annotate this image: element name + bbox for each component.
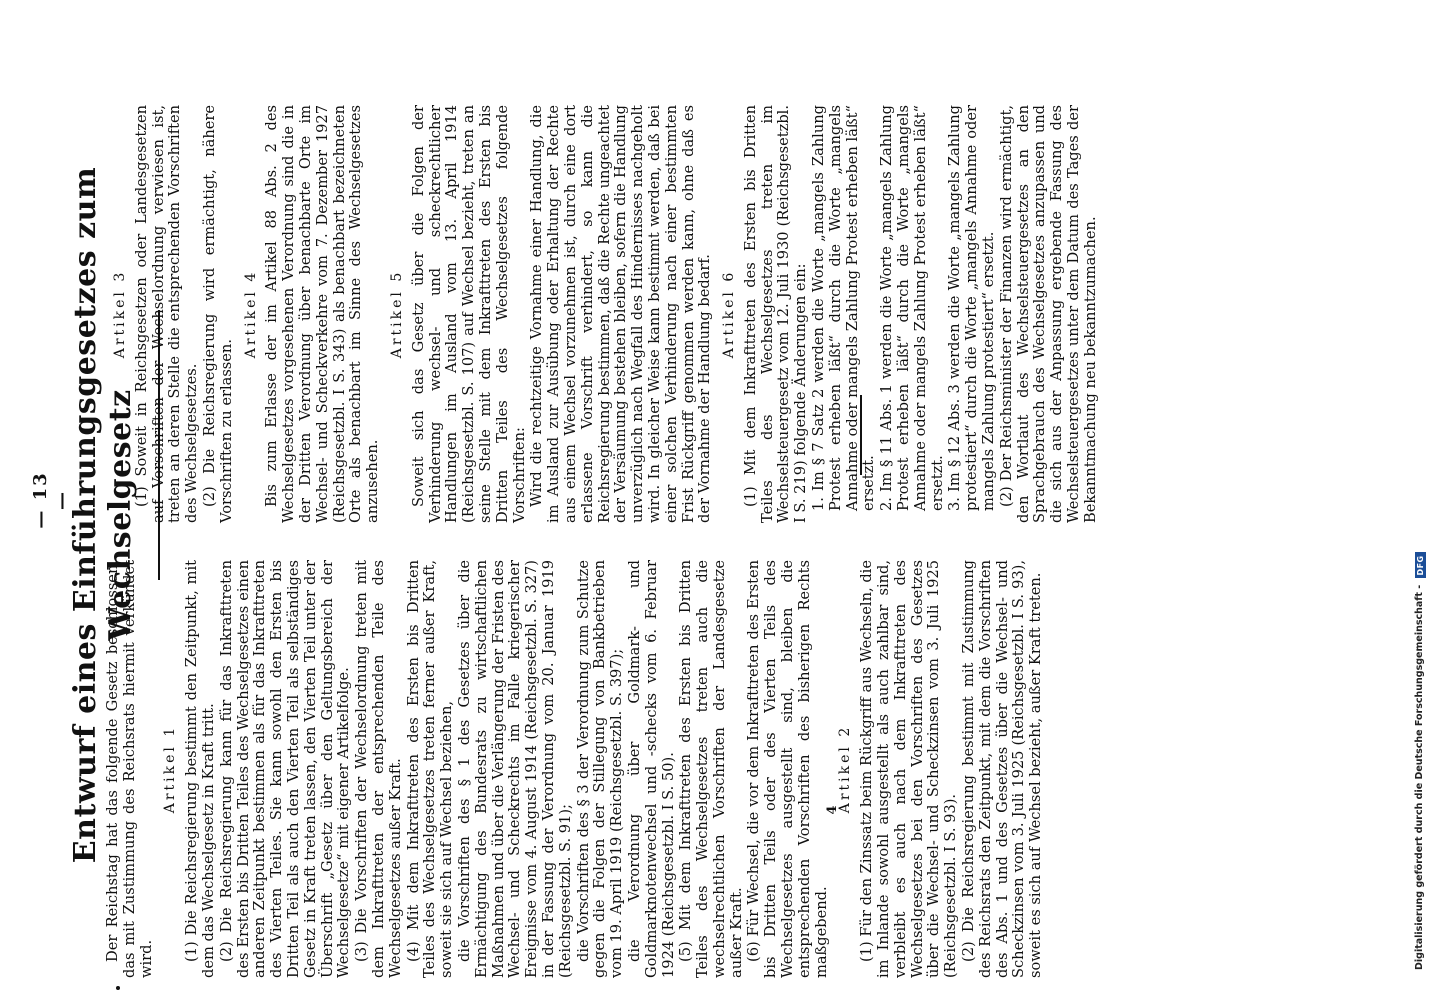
article-2-heading: Artikel 2 [837, 724, 854, 814]
end-rule [860, 395, 862, 475]
article-1-paragraph: (3) Die Vorschriften der Wechselordnung treten mit dem Inkrafttreten der entsprechenden Teile des Wechselgesetzes außer Kraft. [353, 560, 404, 978]
article-4-paragraph: Bis zum Erlasse der im Artikel 88 Abs. 2 des Wechselgesetzes vorgesehenen Verordnung sind die in der Dritten Verordnung über benachbarte Orte im Wechsel- und Scheckverkehre vom 7. Dezember 1927 (Reichsgesetzbl. I S. 343) als benachbart bezeichneten Orte als benachbart im Sinne des Wechselgesetzes anzusehen. [263, 105, 382, 523]
credit-text: Digitalisierung gefördert durch die Deutsche Forschungsgemeinschaft - [1414, 584, 1425, 970]
page-number: — 13 — [30, 471, 72, 529]
article-1-paragraph: (1) Die Reichsregierung bestimmt den Zeitpunkt, mit dem das Wechselgesetz in Kraft tritt. [183, 560, 217, 978]
article-2-paragraph: (1) Für den Zinssatz beim Rückgriff aus Wechseln, die im Inlande sowohl ausgestellt als auch zahlbar sind, verbleibt es auch nach dem Inkrafttreten des Wechselgesetzes bei den Vorschriften des Gesetzes über die Wechsel- und Scheckzinsen vom 3. Juli 1925 (Reichsgesetzbl. I S. 93). [858, 560, 960, 978]
article-1-heading: Artikel 1 [162, 724, 179, 814]
article-3-paragraph: (2) Die Reichsregierung wird ermächtigt, nähere Vorschriften zu erlassen. [200, 105, 235, 523]
article-6-intro: (1) Mit dem Inkrafttreten des Ersten bis Dritten Teiles des Wechselgesetzes treten im Wechselsteuergesetz vom 12. Juli 1930 (Reichsgesetzbl. I S. 219) folgende Änderungen ein: [741, 105, 810, 523]
article-1-paragraph: (2) Die Reichsregierung kann für das Inkrafttreten des Ersten bis Dritten Teiles des Wechselgesetzes einen anderen Zeitpunkt bestimmen als für das Inkrafttreten des Vierten Teiles. Sie kann sowohl den Ersten bis Dritten Teil als auch den Vierten Teil als selbständiges Gesetz in Kraft treten lassen, den Vierten Teil unter der Überschrift „Gesetz über den Geltungsbereich der Wechselgesetze“ mit eigener Artikelfolge. [217, 560, 353, 978]
document-title: Entwurf eines Einführungsgesetzes zum Wechselgesetz [68, 166, 138, 864]
article-2-paragraph: (2) Die Reichsregierung bestimmt mit Zustimmung des Reichsrats den Zeitpunkt, mit dem die Vorschriften des Abs. 1 und des Gesetzes über die Wechsel- und Scheckzinsen vom 3. Juli 1925 (Reichsgesetzbl. I S. 93), soweit es sich auf Wechsel bezieht, außer Kraft treten. [960, 560, 1045, 978]
article-5-heading: Artikel 5 [388, 269, 405, 359]
list-item: 3. Im § 12 Abs. 3 werden die Worte „mangels Zahlung protestiert“ durch die Worte „mangels Annahme oder mangels Zahlung protestiert“ ersetzt. [946, 105, 998, 511]
article-1-paragraph: (5) Mit dem Inkrafttreten des Ersten bis Dritten Teiles des Wechselgesetzes treten auch die wechselrechtlichen Vorschriften der Landesgesetze außer Kraft. [677, 560, 745, 978]
article-1-paragraph: die Vorschriften des § 3 der Verordnung zum Schutze gegen die Folgen der Stillegung von Bankbetrieben vom 19. April 1919 (Reichsgesetzbl. S. 397); [574, 560, 626, 978]
article-1-paragraph: die Verordnung über Goldmark- und Goldmarknotenwechsel und -schecks vom 6. Februar 1924 (Reichsgesetzbl. I S. 50). [625, 560, 677, 978]
list-item: 1. Im § 7 Satz 2 werden die Worte „mangels Zahlung Protest erheben läßt“ durch die Worte „mangels Annahme oder mangels Zahlung Protest erheben läßt“ ersetzt. [810, 105, 878, 511]
article-6-heading: Artikel 6 [721, 269, 738, 359]
article-1-paragraph: (4) Mit dem Inkrafttreten des Ersten bis Dritten Teiles des Wechselgesetzes treten ferner außer Kraft, soweit sie sich auf Wechsel beziehen, [404, 560, 456, 978]
article-5-paragraph: Soweit sich das Gesetz über die Folgen der Verhinderung wechsel- und scheckrechtlicher Handlungen im Ausland vom 13. April 1914 (Reichsgesetzbl. S. 107) auf Wechsel bezieht, treten an seine Stelle mit dem Inkrafttreten des Ersten bis Dritten Teiles des Wechselgesetzes folgende Vorschriften: [409, 105, 528, 523]
article-4-heading: Artikel 4 [242, 269, 259, 359]
list-item: 2. Im § 11 Abs. 1 werden die Worte „mangels Zahlung Protest erheben läßt“ durch die Worte „mangels Annahme oder mangels Zahlung Protest erheben läßt“ ersetzt. [878, 105, 946, 511]
article-1-paragraph: (6) Für Wechsel, die vor dem Inkrafttreten des Ersten bis Dritten Teils oder des Vierten Teils des Wechselgesetzes ausgestellt sind, bleiben die entsprechenden Vorschriften des bisherigen Rechts maßgebend. [745, 560, 830, 978]
article-6-closing: (2) Der Reichsminister der Finanzen wird ermächtigt, den Wortlaut des Wechselsteuergesetzes an den Sprachgebrauch des Wechselgesetzes anzupassen und die sich aus der Anpassung ergebende Fassung des Wechselsteuergesetzes unter dem Datum des Tages der Bekanntmachung neu bekanntzumachen. [997, 105, 1099, 523]
digitization-credit [1412, 40, 1428, 970]
dfg-logo-icon: DFG [1415, 552, 1426, 578]
margin-dot [116, 986, 120, 990]
text-column-right [105, 105, 1101, 523]
article-3-paragraph: (1) Soweit in Reichsgesetzen oder Landesgesetzen auf Vorschriften der Wechselordnung verwiesen ist, treten an deren Stelle die entsprechenden Vorschriften des Wechselgesetzes. [132, 105, 201, 523]
preamble: Der Reichstag hat das folgende Gesetz beschlossen, das mit Zustimmung des Reichsrats hiermit verkündet wird. [104, 560, 155, 978]
article-1-paragraph: die Vorschriften des § 1 des Gesetzes über die Ermächtigung des Bundesrats zu wirtschaftlichen Maßnahmen und über die Verlängerung der Fristen des Wechsel- und Scheckrechts im Falle kriegerischer Ereignisse vom 4. August 1914 (Reichsgesetzbl. S. 327) in der Fassung der Verordnung vom 20. Januar 1919 (Reichsgesetzbl. S. 91); [455, 560, 574, 978]
signature-mark: 4 [825, 805, 840, 815]
text-column-left [105, 560, 1046, 978]
article-3-heading: Artikel 3 [112, 269, 128, 359]
article-5-paragraph: Wird die rechtzeitige Vornahme einer Handlung, die im Ausland zur Ausübung oder Erhaltung der Rechte aus einem Wechsel vorzunehmen ist, durch eine dort erlassene Vorschrift verhindert, so kann die Reichsregierung bestimmen, daß die Rechte ungeachtet der Versäumung bestehen bleiben, sofern die Handlung unverzüglich nach Wegfall des Hindernisses nachgeholt wird. In gleicher Weise kann bestimmt werden, daß bei einer solchen Verhinderung nach einer bestimmten Frist Rückgriff genommen werden kann, ohne daß es der Vornahme der Handlung bedarf. [528, 105, 714, 523]
